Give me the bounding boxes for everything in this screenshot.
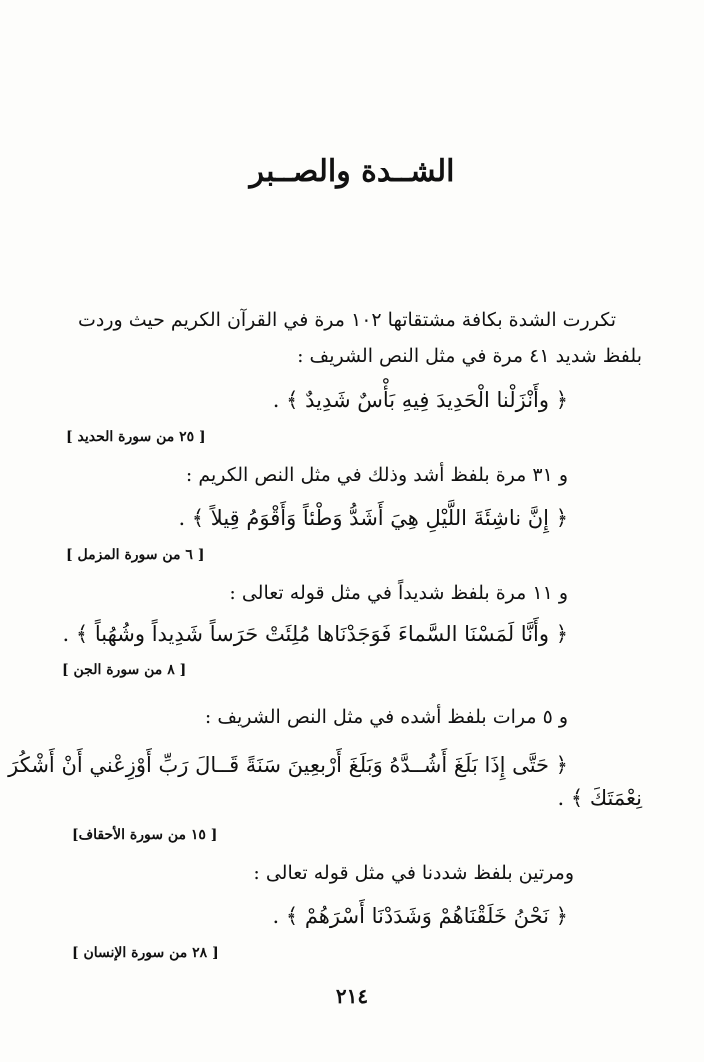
page-number: ٢١٤ bbox=[335, 984, 369, 1008]
verse-source-2: [ ٦ من سورة المزمل ] bbox=[66, 547, 205, 563]
quran-verse-5: ﴿ نَحْنُ خَلَقْنَاهُمْ وَشَدَدْنَا أَسْرَهُمْ ﴾ . bbox=[272, 904, 568, 928]
page-title: الشــدة والصــبر bbox=[249, 154, 455, 189]
verse-source-1: [ ٢٥ من سورة الحديد ] bbox=[66, 429, 206, 445]
verse-source-4: [ ١٥ من سورة الأحقاف] bbox=[72, 827, 218, 843]
quran-verse-2: ﴿ إِنَّ ناشِئَةَ اللَّيْلِ هِيَ أَشَدُّ وَطْئاً وَأَقْوَمُ قِيلاً ﴾ . bbox=[178, 506, 568, 530]
count-line-2: و ٣١ مرة بلفظ أشد وذلك في مثل النص الكريم : bbox=[185, 464, 568, 486]
count-line-4: و ٥ مرات بلفظ أشده في مثل النص الشريف : bbox=[204, 706, 568, 728]
intro-line-2: بلفظ شديد ٤١ مرة في مثل النص الشريف : bbox=[297, 345, 642, 367]
intro-line-1: تكررت الشدة بكافة مشتقاتها ١٠٢ مرة في القرآن الكريم حيث وردت bbox=[78, 309, 616, 331]
quran-verse-4: ﴿ حَتَّى إِذَا بَلَغَ أَشُــدَّهُ وَبَلَغَ أَرْبعِينَ سَنَةً قَــالَ رَبِّ أَوْزِعْني أَنْ أَشْكُرَ bbox=[8, 753, 568, 777]
quran-verse-4-cont: نِعْمَتَكَ ﴾ . bbox=[557, 786, 642, 810]
verse-source-5: [ ٢٨ من سورة الإنسان ] bbox=[72, 945, 219, 961]
quran-verse-3: ﴿ وأَنَّا لَمَسْنَا السَّماءَ فَوَجَدْنَاها مُلِئَتْ حَرَساً شَدِيداً وشُهُباً ﴾ . bbox=[62, 622, 568, 646]
count-line-5: ومرتين بلفظ شددنا في مثل قوله تعالى : bbox=[253, 862, 574, 884]
count-line-3: و ١١ مرة بلفظ شديداً في مثل قوله تعالى : bbox=[229, 582, 568, 604]
quran-verse-1: ﴿ وأَنْزَلْنا الْحَدِيدَ فِيهِ بَأْسٌ شَدِيدٌ ﴾ . bbox=[272, 388, 568, 412]
verse-source-3: [ ٨ من سورة الجن ] bbox=[62, 662, 187, 678]
